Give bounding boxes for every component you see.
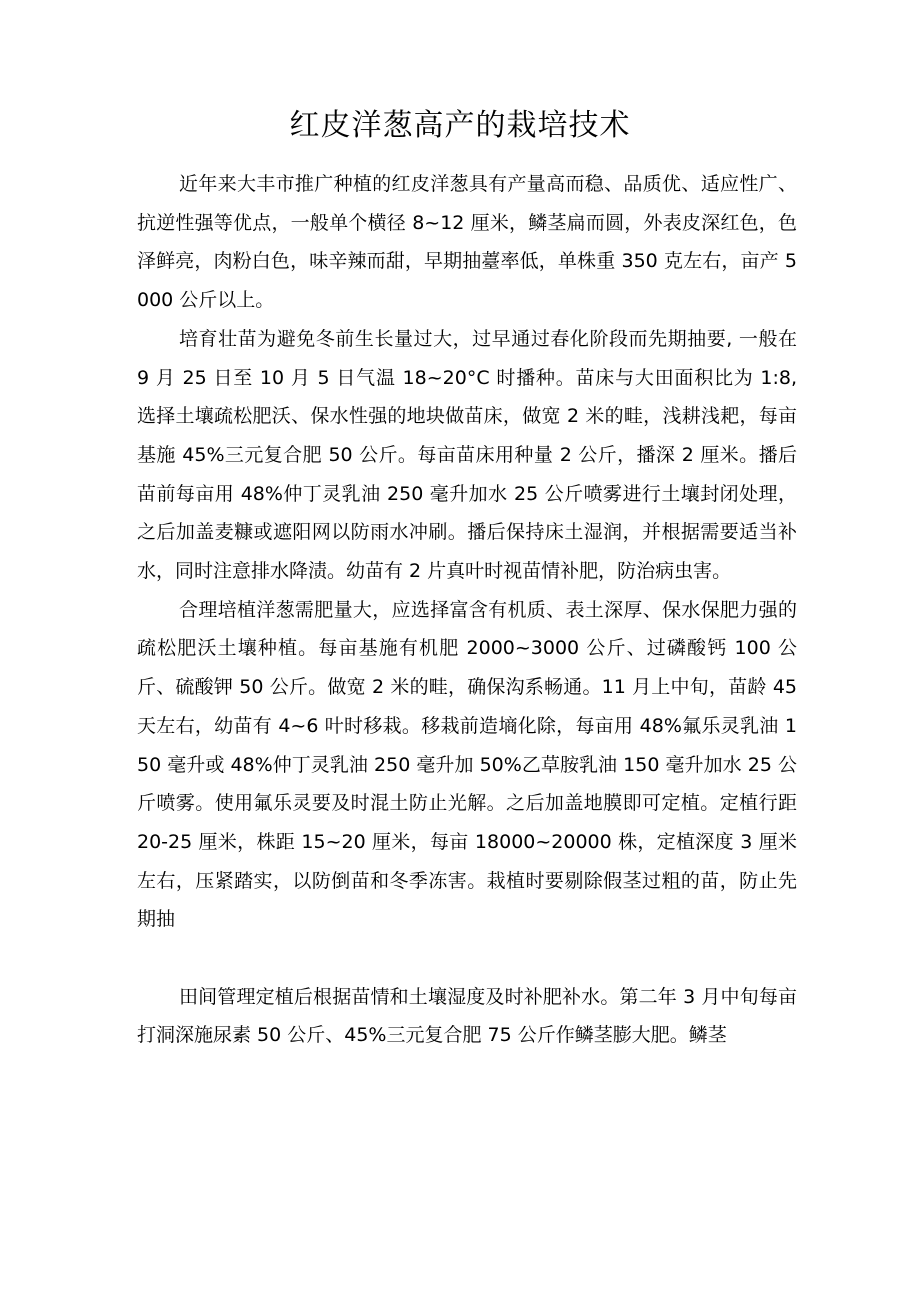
- paragraph-field-management: 田间管理定植后根据苗情和土壤湿度及时补肥补水。第二年 3 月中旬每亩打洞深施尿素 50 公斤、45%三元复合肥 75 公斤作鳞茎膨大肥。鳞茎: [137, 985, 797, 1047]
- document-body: [137, 165, 797, 1055]
- paragraph-intro: 近年来大丰市推广种植的红皮洋葱具有产量高而稳、品质优、适应性广、抗逆性强等优点，一般单个横径 8~12 厘米，鳞茎扁而圆，外表皮深红色，色泽鲜亮，肉粉白色，味辛辣而甜，早期抽薹率低，单株重 350 克左右，亩产 5000 公斤以上。: [137, 173, 797, 312]
- paragraph-cultivation: 合理培植洋葱需肥量大，应选择富含有机质、表土深厚、保水保肥力强的疏松肥沃土壤种植。每亩基施有机肥 2000~3000 公斤、过磷酸钙 100 公斤、硫酸钾 50 公斤。做宽 2 米的畦，确保沟系畅通。11 月上中旬，苗龄 45 天左右，幼苗有 4~6 叶时移栽。移栽前造墒化除，每亩用 48%氟乐灵乳油 150 毫升或 48%仲丁灵乳油 250 毫升加 50%乙草胺乳油 150 毫升加水 25 公斤喷雾。使用氟乐灵要及时混土防止光解。之后加盖地膜即可定植。定植行距 20-25 厘米，株距 15~20 厘米，每亩 18000~20000 株，定植深度 3 厘米左右，压紧踏实，以防倒苗和冬季冻害。栽植时要剔除假茎过粗的苗，防止先期抽: [137, 598, 797, 931]
- document-title: 红皮洋葱高产的栽培技术: [289, 108, 631, 143]
- paragraph-seedling: 培育壮苗为避免冬前生长量过大，过早通过春化阶段而先期抽要, 一般在 9 月 25 日至 10 月 5 日气温 18~20°C 时播种。苗床与大田面积比为 1:8, 选择土壤疏松肥沃、保水性强的地块做苗床，做宽 2 米的畦，浅耕浅耙，每亩基施 45%三元复合肥 50 公斤。每亩苗床用种量 2 公斤，播深 2 厘米。播后苗前每亩用 48%仲丁灵乳油 250 毫升加水 25 公斤喷雾进行土壤封闭处理，之后加盖麦糠或遮阳网以防雨水冲刷。播后保持床土湿润，并根据需要适当补水，同时注意排水降渍。幼苗有 2 片真叶时视苗情补肥，防治病虫害。: [137, 327, 797, 583]
- paragraph-spacer: [137, 939, 797, 978]
